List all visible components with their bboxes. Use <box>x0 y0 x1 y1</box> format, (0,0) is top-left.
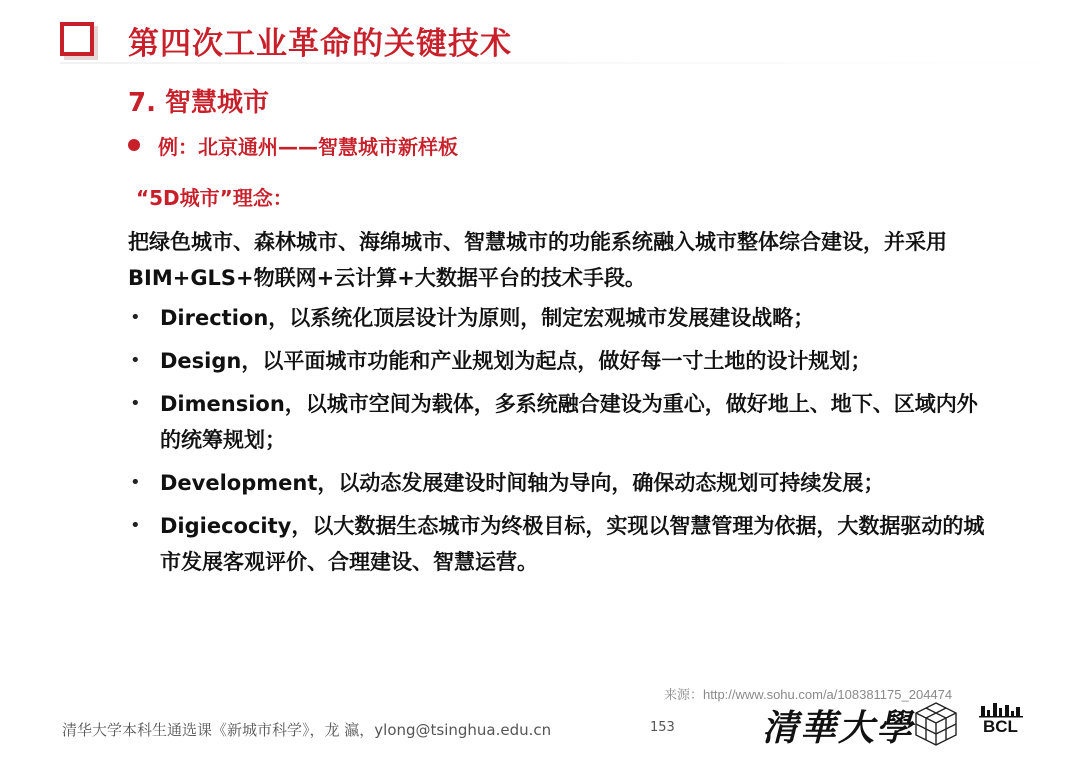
title-divider <box>60 62 1070 64</box>
example-text: 例：北京通州——智慧城市新样板 <box>158 134 458 159</box>
bullet-text: Direction，以系统化顶层设计为原则，制定宏观城市发展建设战略； <box>160 306 815 330</box>
cube-logo-icon <box>912 700 960 748</box>
tsinghua-logo: 清華大學 <box>762 707 915 749</box>
concept-heading: “5D城市”理念： <box>136 186 293 210</box>
slide-title: 第四次工业革命的关键技术 <box>128 26 512 62</box>
bullet-dot-icon: • <box>130 472 141 493</box>
bullet-dot-icon: • <box>130 350 141 371</box>
bullet-list <box>128 300 998 587</box>
page-number: 153 <box>650 720 675 735</box>
bullet-text: Design，以平面城市功能和产业规划为起点，做好每一寸土地的设计规划； <box>160 349 872 373</box>
bullet-text: Dimension，以城市空间为载体，多系统融合建设为重心，做好地上、地下、区域内外的统筹规划； <box>160 392 978 452</box>
source-note: 来源：http://www.sohu.com/a/108381175_204474 <box>664 687 953 702</box>
example-line <box>128 130 458 160</box>
title-square-icon <box>60 22 94 56</box>
list-item <box>128 465 998 501</box>
bullet-dot-icon: • <box>130 515 141 536</box>
list-item <box>128 386 998 458</box>
list-item <box>128 343 998 379</box>
bullet-dot-icon: • <box>130 307 141 328</box>
intro-paragraph: 把绿色城市、森林城市、海绵城市、智慧城市的功能系统融入城市整体综合建设，并采用BIM+GLS+物联网+云计算+大数据平台的技术手段。 <box>128 230 947 290</box>
bullet-text: Development，以动态发展建设时间轴为导向，确保动态规划可持续发展； <box>160 471 885 495</box>
bullet-dot-icon: • <box>130 393 141 414</box>
footer-course-info: 清华大学本科生通选课《新城市科学》，龙 瀛，ylong@tsinghua.edu.cn <box>62 721 552 739</box>
bcl-logo-text: BCL <box>983 717 1018 736</box>
list-item <box>128 300 998 336</box>
bullet-text: Digiecocity，以大数据生态城市为终极目标，实现以智慧管理为依据，大数据驱动的城市发展客观评价、合理建设、智慧运营。 <box>160 514 985 574</box>
section-heading: 7. 智慧城市 <box>128 88 270 118</box>
red-bullet-icon <box>128 139 140 151</box>
list-item <box>128 508 998 580</box>
